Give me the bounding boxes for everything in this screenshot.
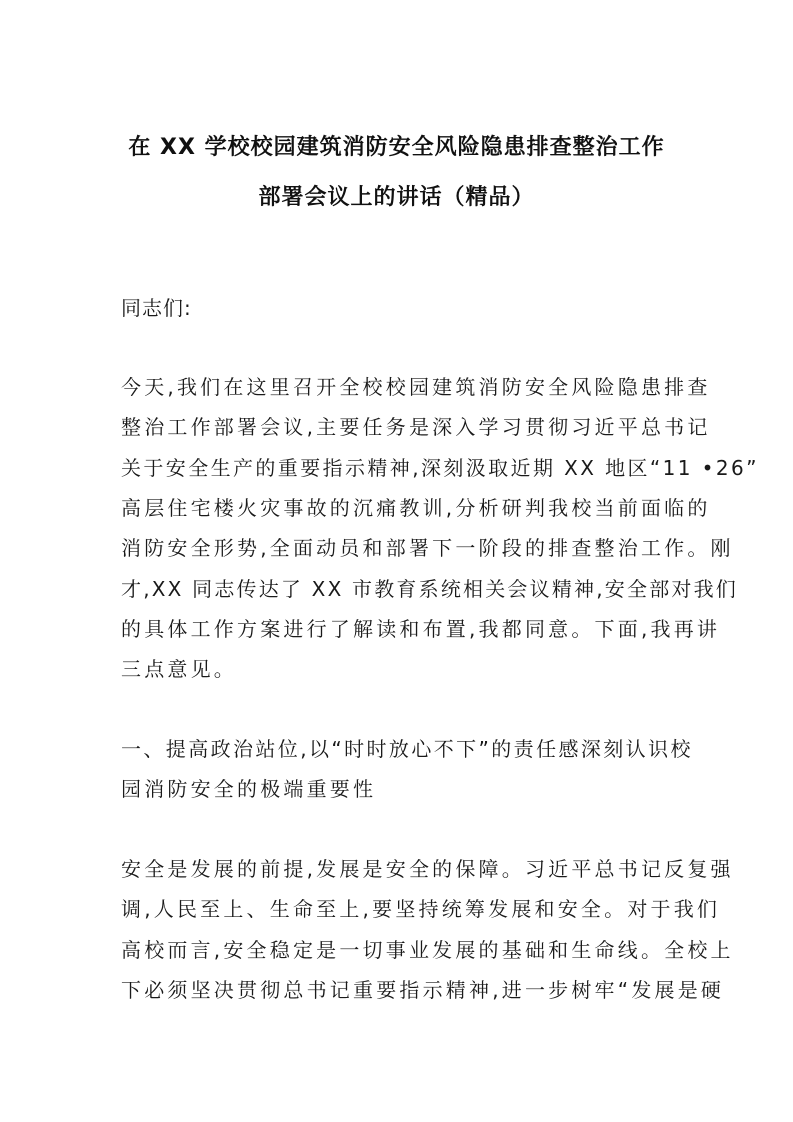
heading-line: 园消防安全的极端重要性	[121, 777, 377, 801]
paragraph-line: 安全是发展的前提,发展是安全的保障。习近平总书记反复强	[121, 857, 734, 881]
document-title-line-1: 在 XX 学校校园建筑消防安全风险隐患排查整治工作	[128, 135, 665, 160]
paragraph-line: 整治工作部署会议,主要任务是深入学习贯彻习近平总书记	[121, 415, 711, 439]
paragraph-line: 调,人民至上、生命至上,要坚持统筹发展和安全。对于我们	[121, 897, 721, 921]
paragraph-line: 消防安全形势,全面动员和部署下一阶段的排查整治工作。刚	[121, 536, 734, 560]
heading-line: 一、提高政治站位,以“时时放心不下”的责任感深刻认识校	[121, 737, 693, 761]
paragraph-line: 关于安全生产的重要指示精神,深刻汲取近期 XX 地区“11 •26”	[121, 456, 759, 480]
document-title-line-2: 部署会议上的讲话（精品）	[258, 185, 535, 210]
paragraph-line: 的具体工作方案进行了解读和布置,我都同意。下面,我再讲	[121, 617, 721, 641]
salutation: 同志们:	[121, 296, 192, 320]
paragraph-line: 高校而言,安全稳定是一切事业发展的基础和生命线。全校上	[121, 938, 734, 962]
paragraph-line: 今天,我们在这里召开全校校园建筑消防安全风险隐患排查	[121, 375, 711, 399]
paragraph-line: 三点意见。	[121, 657, 237, 681]
paragraph-line: 才,XX 同志传达了 XX 市教育系统相关会议精神,安全部对我们	[121, 577, 738, 601]
paragraph-line: 下必须坚决贯彻总书记重要指示精神,进一步树牢“发展是硬	[121, 978, 725, 1002]
paragraph-line: 高层住宅楼火灾事故的沉痛教训,分析研判我校当前面临的	[121, 496, 711, 520]
